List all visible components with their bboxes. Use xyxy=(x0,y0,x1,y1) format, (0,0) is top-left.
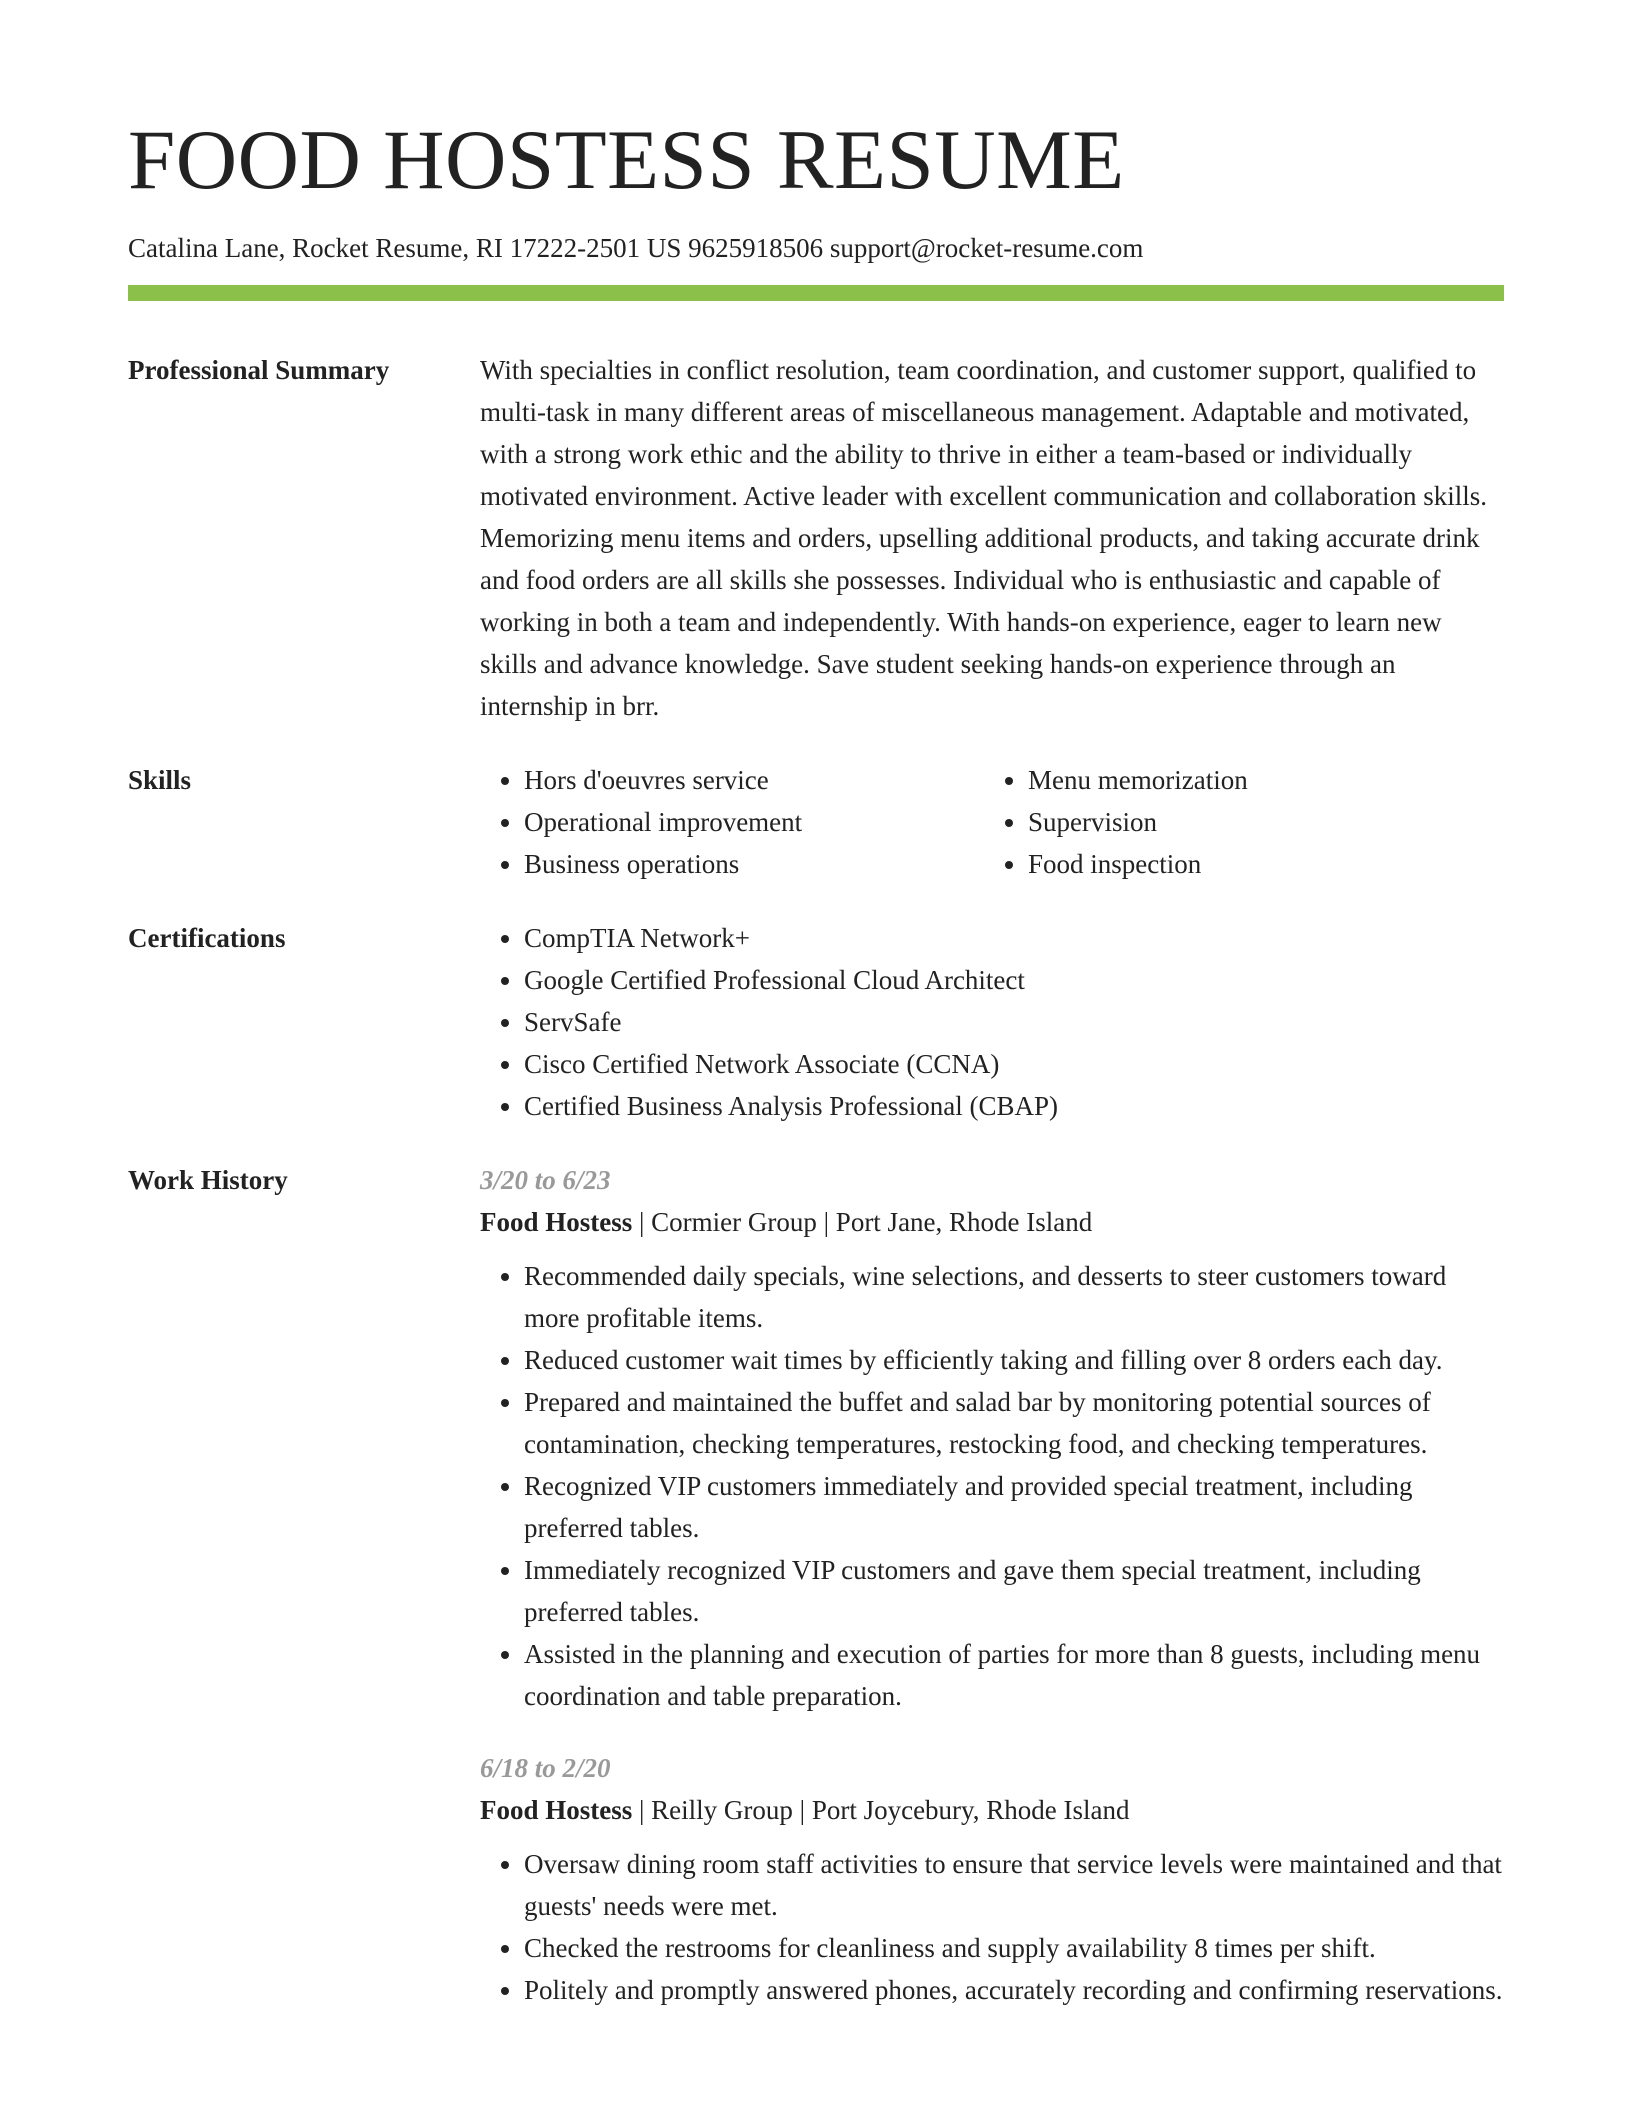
certifications-list xyxy=(480,917,1504,1127)
contact-line: Catalina Lane, Rocket Resume, RI 17222-2501 US 9625918506 support@rocket-resume.com xyxy=(128,233,1144,263)
job-heading xyxy=(480,1201,1504,1243)
resume-sections xyxy=(128,349,1504,2073)
resume-title: FOOD HOSTESS RESUME xyxy=(128,113,1125,207)
job-separator: | xyxy=(792,1795,812,1825)
job-company: Cormier Group xyxy=(651,1207,817,1237)
certification-item: • ServSafe xyxy=(524,1001,1504,1043)
job-title: Food Hostess xyxy=(480,1795,633,1825)
job-separator: | xyxy=(632,1795,652,1825)
work-history-body xyxy=(480,1159,1504,2041)
section-label-certifications: Certifications xyxy=(128,923,286,953)
job-dates: 3/20 to 6/23 xyxy=(480,1165,611,1195)
skill-item: • Supervision xyxy=(1028,801,1488,843)
job-bullets xyxy=(480,1255,1504,1717)
certification-item: • Cisco Certified Network Associate (CCNA) xyxy=(524,1043,1504,1085)
job-bullet: • Recognized VIP customers immediately and provided special treatment, including preferred tables. xyxy=(524,1465,1504,1549)
job-entry xyxy=(480,1747,1504,2011)
section-label-skills: Skills xyxy=(128,765,192,795)
job-company: Reilly Group xyxy=(651,1795,793,1825)
job-bullet: • Checked the restrooms for cleanliness and supply availability 8 times per shift. xyxy=(524,1927,1504,1969)
skills-body xyxy=(480,759,1504,885)
job-dates: 6/18 to 2/20 xyxy=(480,1753,611,1783)
certifications-body xyxy=(480,917,1504,1127)
section-label-work-history: Work History xyxy=(128,1165,288,1195)
job-bullet: • Reduced customer wait times by efficiently taking and filling over 8 orders each day. xyxy=(524,1339,1504,1381)
certification-item: • Google Certified Professional Cloud Architect xyxy=(524,959,1504,1001)
job-bullet: • Oversaw dining room staff activities to ensure that service levels were maintained and that guests' needs were met. xyxy=(524,1843,1504,1927)
job-bullet: • Immediately recognized VIP customers and gave them special treatment, including preferred tables. xyxy=(524,1549,1504,1633)
skill-item: • Business operations xyxy=(524,843,984,885)
job-bullet: • Recommended daily specials, wine selections, and desserts to steer customers toward more profitable items. xyxy=(524,1255,1504,1339)
work-history-section xyxy=(128,1159,1504,2041)
skills-list-right xyxy=(984,759,1488,885)
certification-item: • CompTIA Network+ xyxy=(524,917,1504,959)
skills-section xyxy=(128,759,1504,885)
skills-list-left xyxy=(480,759,984,885)
job-location: Port Joycebury, Rhode Island xyxy=(811,1795,1130,1825)
job-entry xyxy=(480,1159,1504,1717)
skill-item: • Menu memorization xyxy=(1028,759,1488,801)
certification-item: • Certified Business Analysis Professional (CBAP) xyxy=(524,1085,1504,1127)
job-title: Food Hostess xyxy=(480,1207,633,1237)
job-bullets xyxy=(480,1843,1504,2011)
certifications-section xyxy=(128,917,1504,1127)
job-bullet: • Prepared and maintained the buffet and salad bar by monitoring potential sources of contamination, checking temperatures, restocking food, and checking temperatures. xyxy=(524,1381,1504,1465)
section-label-summary: Professional Summary xyxy=(128,355,390,385)
summary-section xyxy=(128,349,1504,727)
job-bullet: • Politely and promptly answered phones, accurately recording and confirming reservations. xyxy=(524,1969,1504,2011)
job-location: Port Jane, Rhode Island xyxy=(835,1207,1093,1237)
skill-item: • Food inspection xyxy=(1028,843,1488,885)
job-bullet: • Assisted in the planning and execution of parties for more than 8 guests, including menu coordination and table preparation. xyxy=(524,1633,1504,1717)
summary-body xyxy=(480,349,1504,727)
job-separator: | xyxy=(816,1207,836,1237)
accent-divider xyxy=(128,285,1504,301)
job-separator: | xyxy=(632,1207,652,1237)
skill-item: • Hors d'oeuvres service xyxy=(524,759,984,801)
skill-item: • Operational improvement xyxy=(524,801,984,843)
job-heading xyxy=(480,1789,1504,1831)
summary-text: With specialties in conflict resolution, team coordination, and customer support, qualified to multi-task in many different areas of miscellaneous management. Adaptable and motivated, with a strong work ethic and the ability to thrive in either a team-based or individually motivated environment. Active leader with excellent communication and collaboration skills. Memorizing menu items and orders, upselling additional products, and taking accurate drink and food orders are all skills she possesses. Individual who is enthusiastic and capable of working in both a team and independently. With hands-on experience, eager to learn new skills and advance knowledge. Save student seeking hands-on experience through an internship in brr. xyxy=(480,355,1487,721)
